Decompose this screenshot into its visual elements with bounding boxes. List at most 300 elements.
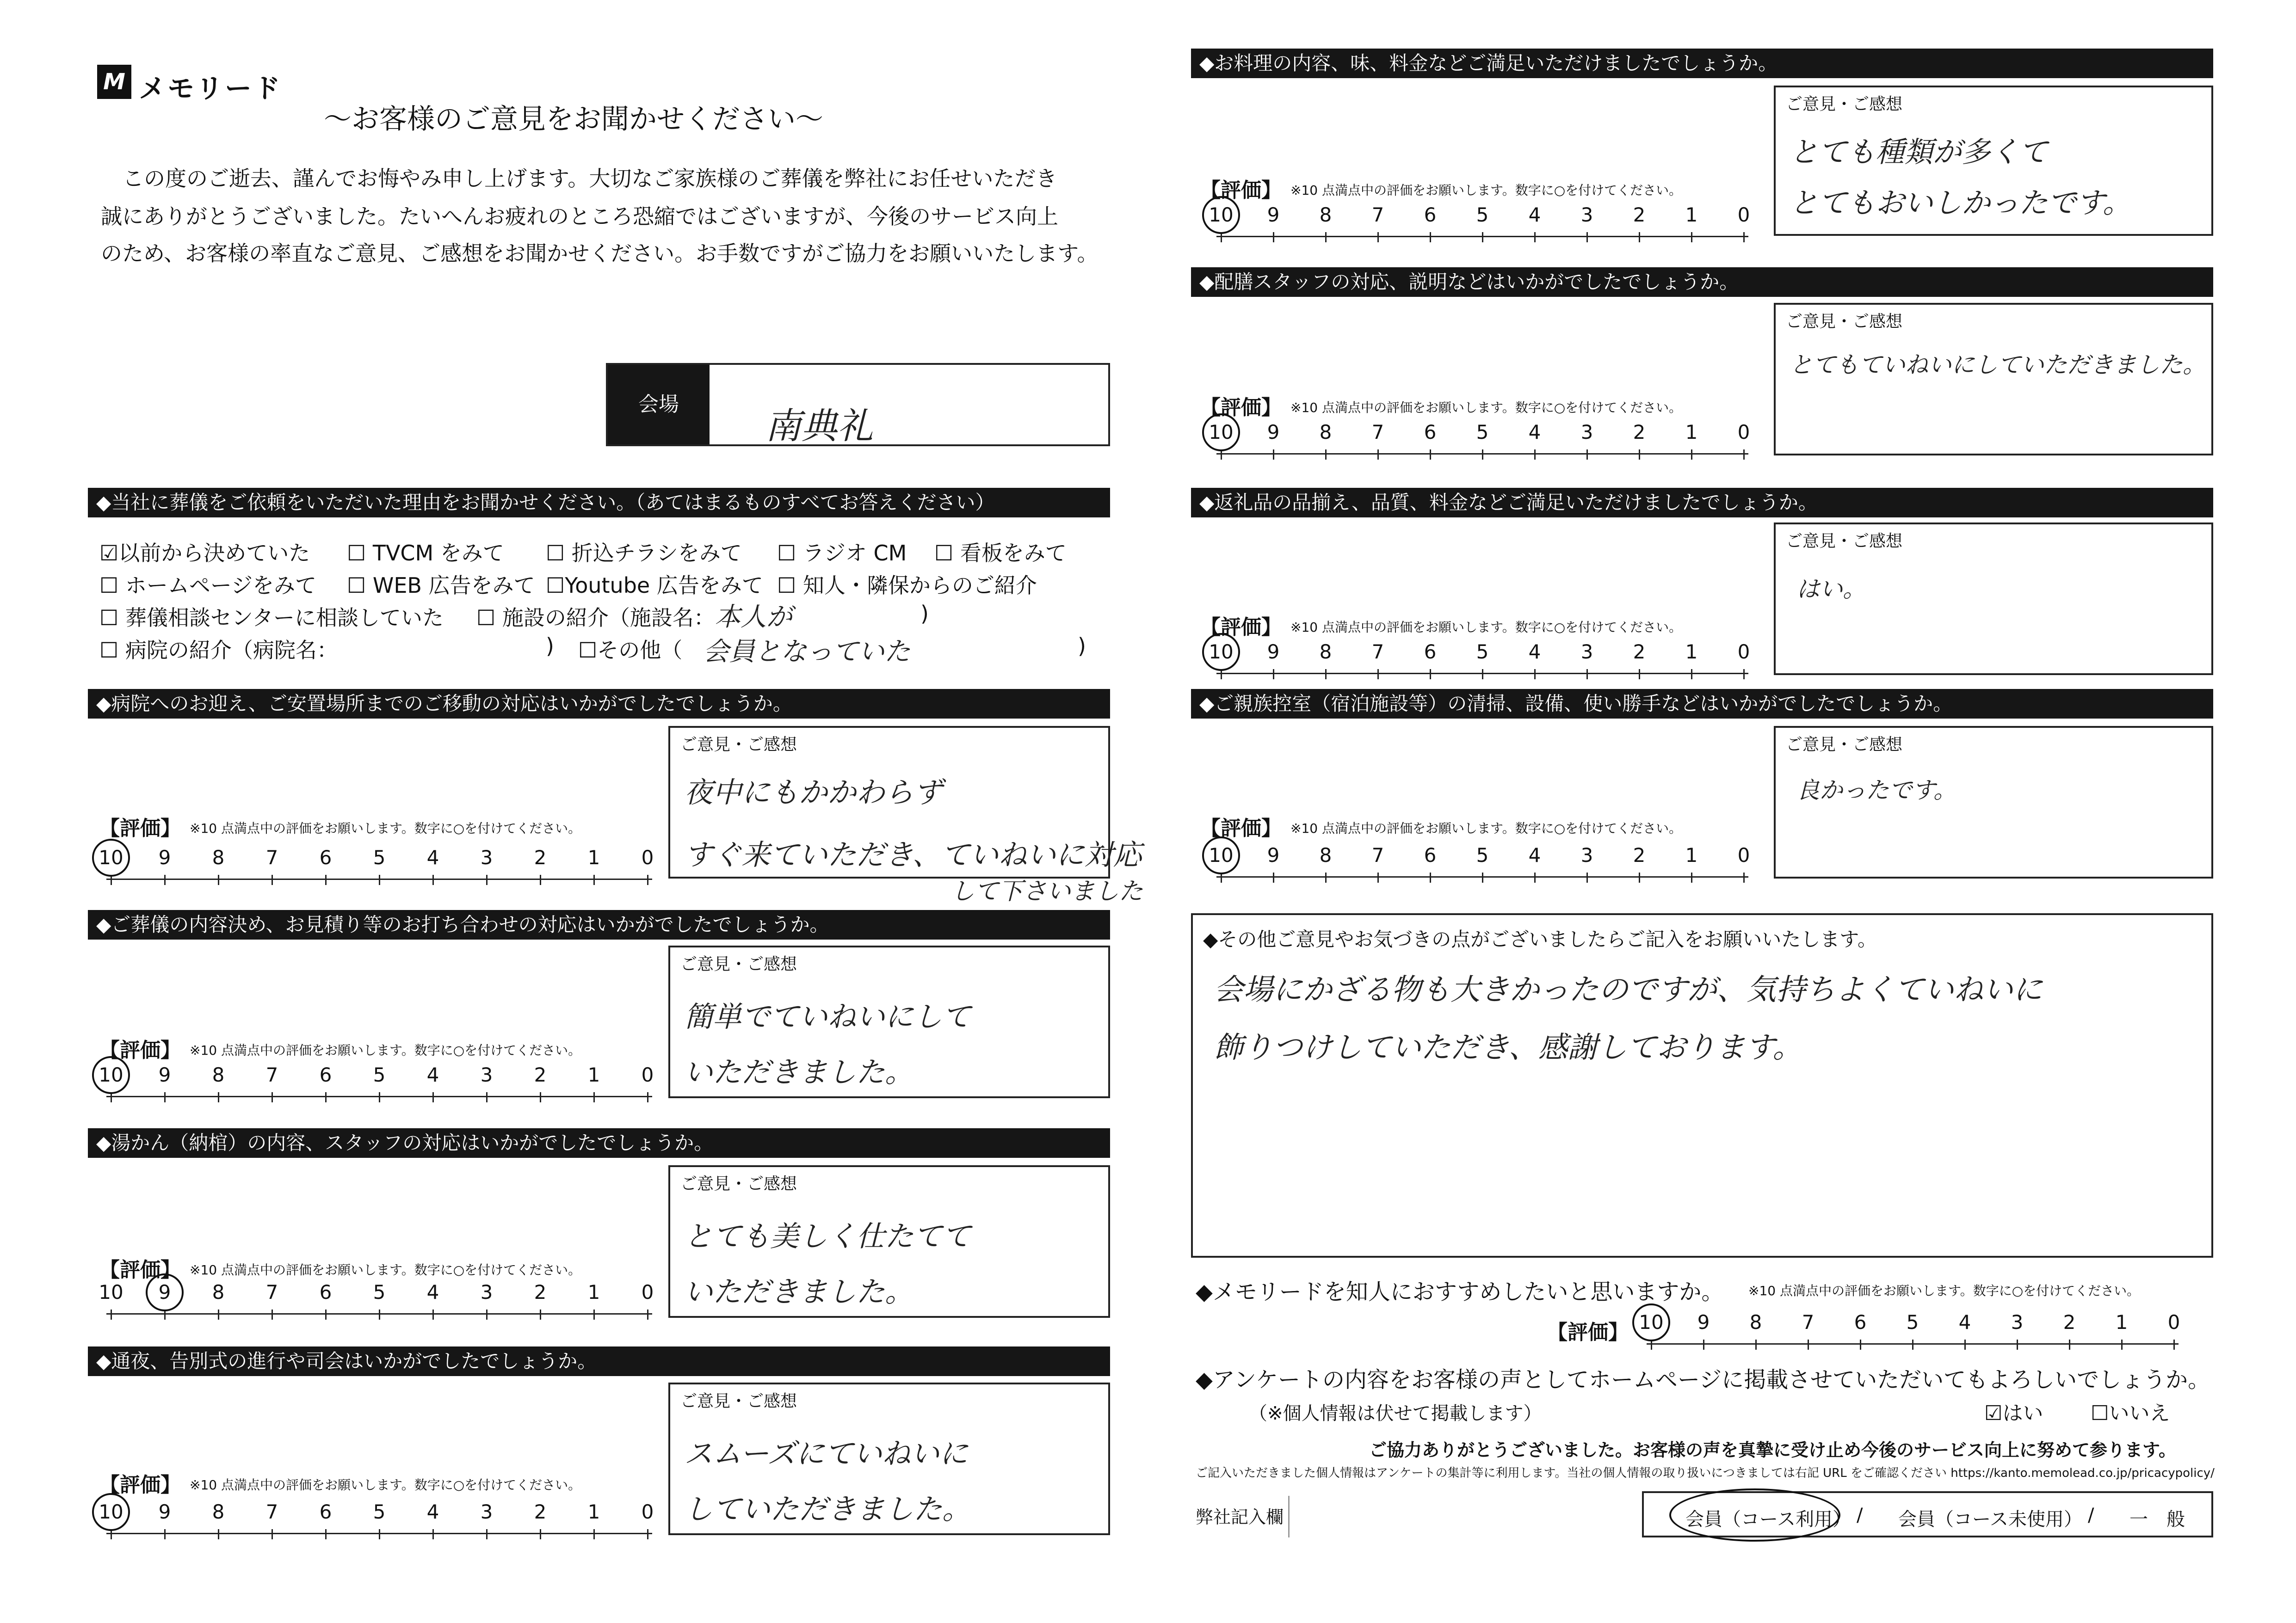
scale-tick — [1534, 669, 1536, 679]
comment-text: すぐ来ていただき、ていねいに対応 — [684, 838, 1142, 872]
reason-option[interactable]: ☐その他（ — [578, 638, 683, 663]
scale-tick — [1703, 1340, 1704, 1350]
rating-scale[interactable] — [99, 1064, 654, 1105]
office-option-member-unused[interactable]: 会員（コース未使用） — [1898, 1509, 2082, 1530]
scale-number-3[interactable]: 3 — [1580, 203, 1593, 226]
scale-tick — [325, 1092, 327, 1102]
reason-option[interactable]: ☐ 知人・隣保からのご紹介 — [777, 573, 1037, 598]
scale-number-6[interactable]: 6 — [319, 1064, 332, 1086]
comment-text: していただきました。 — [684, 1492, 971, 1526]
scale-tick — [1273, 669, 1274, 679]
comment-text: はい。 — [1796, 576, 1866, 602]
selected-rating-circle — [92, 1056, 130, 1094]
scale-tick — [1430, 232, 1431, 242]
scale-number-10[interactable]: 10 — [1639, 1311, 1664, 1334]
office-option-member-course[interactable]: 会員（コース利用） — [1685, 1509, 1851, 1530]
scale-tick — [1534, 873, 1536, 883]
rating-label: 【評価】 — [99, 1473, 181, 1497]
scale-number-6[interactable]: 6 — [1424, 203, 1437, 226]
comment-title: ご意見・ご感想 — [1786, 95, 1903, 114]
scale-number-8[interactable]: 8 — [212, 1500, 225, 1523]
scale-tick — [272, 1309, 273, 1320]
scale-tick — [218, 1309, 219, 1320]
scale-tick — [1586, 873, 1588, 883]
comment-title: ご意見・ご感想 — [1786, 735, 1903, 754]
scale-number-9[interactable]: 9 — [1267, 640, 1280, 663]
rating-label: 【評価】 — [1200, 178, 1282, 202]
scale-number-4[interactable]: 4 — [1528, 421, 1541, 443]
scale-tick — [2121, 1340, 2123, 1350]
question-header: ◆ご葬儀の内容決め、お見積り等のお打ち合わせの対応はいかがでしたでしょうか。 — [88, 910, 1110, 940]
rating-scale[interactable] — [1209, 203, 1750, 245]
scale-tick — [1964, 1340, 1966, 1350]
scale-tick — [2069, 1340, 2070, 1350]
other-handwritten[interactable]: 会員となっていた — [703, 637, 910, 667]
question-header: ◆病院へのお迎え、ご安置場所までのご移動の対応はいかがでしたでしょうか。 — [88, 689, 1110, 719]
scale-tick — [1691, 232, 1692, 242]
scale-number-5[interactable]: 5 — [1476, 421, 1489, 443]
comment-text: いただきました。 — [684, 1055, 914, 1089]
scale-number-8[interactable]: 8 — [1749, 1311, 1762, 1334]
scale-tick — [379, 1529, 380, 1539]
selected-rating-circle — [92, 1493, 130, 1531]
scale-number-3[interactable]: 3 — [2011, 1311, 2024, 1334]
scale-tick — [540, 1529, 541, 1539]
scale-tick — [1586, 232, 1588, 242]
rating-scale[interactable] — [99, 846, 654, 888]
scale-tick — [1325, 873, 1327, 883]
reasons-header: ◆当社に葬儀をご依頼をいただいた理由をお聞かせください。（あてはまるものすべてお答えください） — [88, 488, 1110, 517]
comment-box[interactable] — [668, 1383, 1110, 1535]
other-comments-box[interactable] — [1191, 913, 2213, 1258]
scale-number-5[interactable]: 5 — [373, 846, 386, 869]
scale-number-6[interactable]: 6 — [1424, 844, 1437, 867]
scale-tick — [540, 1309, 541, 1320]
scale-number-2[interactable]: 2 — [534, 1281, 547, 1303]
reason-option[interactable]: ☐ 葬儀相談センターに相談していた — [99, 605, 444, 630]
scale-number-7[interactable]: 7 — [1802, 1311, 1815, 1334]
rating-note: ※10 点満点中の評価をお願いします。数字に○を付けてください。 — [190, 1477, 581, 1493]
scale-tick — [1377, 873, 1379, 883]
scale-number-1[interactable]: 1 — [1685, 421, 1698, 443]
scale-tick — [325, 1309, 327, 1320]
scale-number-7[interactable]: 7 — [1371, 203, 1384, 226]
scale-tick — [379, 1309, 380, 1320]
scale-number-7[interactable]: 7 — [265, 1064, 278, 1086]
rating-label: 【評価】 — [1200, 396, 1282, 419]
intro-line: のため、お客様の率直なご意見、ご感想をお聞かせください。お手数ですがご協力をお願いいたします。 — [101, 241, 1099, 266]
scale-number-0[interactable]: 0 — [641, 1500, 654, 1523]
scale-number-1[interactable]: 1 — [587, 1064, 600, 1086]
scale-tick — [2017, 1340, 2018, 1350]
scale-number-6[interactable]: 6 — [1424, 421, 1437, 443]
scale-number-4[interactable]: 4 — [426, 846, 439, 869]
scale-tick — [1586, 669, 1588, 679]
scale-tick — [218, 1529, 219, 1539]
scale-tick — [1482, 449, 1483, 460]
scale-tick — [2173, 1340, 2175, 1350]
selected-rating-circle — [1202, 413, 1240, 451]
scale-tick — [1755, 1340, 1757, 1350]
comment-box[interactable] — [1774, 726, 2213, 879]
scale-number-8[interactable]: 8 — [212, 1064, 225, 1086]
scale-number-4[interactable]: 4 — [426, 1281, 439, 1303]
scale-number-3[interactable]: 3 — [1580, 640, 1593, 663]
selected-circle — [1669, 1488, 1840, 1542]
scale-number-7[interactable]: 7 — [1371, 844, 1384, 867]
question-header: ◆ご親族控室（宿泊施設等）の清掃、設備、使い勝手などはいかがでしたでしょうか。 — [1191, 689, 2213, 719]
scale-tick — [432, 1529, 434, 1539]
selected-rating-circle — [1202, 633, 1240, 671]
scale-tick — [1482, 669, 1483, 679]
scale-number-6[interactable]: 6 — [319, 1281, 332, 1303]
scale-tick — [1743, 232, 1745, 242]
scale-number-2[interactable]: 2 — [534, 1500, 547, 1523]
scale-number-9[interactable]: 9 — [1267, 203, 1280, 226]
rating-label: 【評価】 — [99, 1258, 181, 1282]
scale-tick — [1325, 669, 1327, 679]
scale-number-10[interactable]: 10 — [1209, 203, 1234, 226]
reason-paren: ) — [546, 633, 554, 658]
rating-note: ※10 点満点中の評価をお願いします。数字に○を付けてください。 — [190, 821, 581, 836]
comment-box[interactable] — [668, 726, 1142, 879]
scale-tick — [593, 1529, 595, 1539]
publish-yes[interactable]: ☑はい — [1984, 1402, 2043, 1425]
scale-tick — [1273, 232, 1274, 242]
comment-title: ご意見・ご感想 — [680, 955, 797, 974]
logo-text: メモリード — [139, 73, 283, 104]
scale-number-8[interactable]: 8 — [212, 846, 225, 869]
scale-number-4[interactable]: 4 — [426, 1064, 439, 1086]
scale-number-7[interactable]: 7 — [1371, 640, 1384, 663]
venue-box — [606, 363, 1110, 446]
scale-number-0[interactable]: 0 — [1737, 844, 1750, 867]
rating-scale[interactable] — [1209, 640, 1750, 682]
scale-tick — [272, 1529, 273, 1539]
reason-paren: ) — [920, 601, 929, 626]
scale-tick — [1639, 232, 1640, 242]
scale-number-6[interactable]: 6 — [319, 1500, 332, 1523]
scale-tick — [486, 1529, 488, 1539]
scale-tick — [593, 1309, 595, 1320]
rating-label: 【評価】 — [1200, 615, 1282, 639]
scale-number-0[interactable]: 0 — [1737, 421, 1750, 443]
selected-rating-circle — [1202, 196, 1240, 234]
comment-title: ご意見・ご感想 — [680, 1174, 797, 1193]
rating-label: 【評価】 — [99, 817, 181, 840]
rating-scale[interactable] — [99, 1500, 654, 1542]
venue-value[interactable]: 南典礼 — [765, 406, 874, 447]
other-comments-line: 飾りつけしていただき、感謝しております。 — [1214, 1031, 1802, 1065]
scale-tick — [164, 1092, 166, 1102]
intro-line: 誠にありがとうございました。たいへんお疲れのところ恐縮ではございますが、今後のサービス向上 — [101, 204, 1058, 229]
scale-tick — [218, 1092, 219, 1102]
scale-tick — [486, 875, 488, 885]
scale-tick — [486, 1092, 488, 1102]
scale-number-2[interactable]: 2 — [534, 846, 547, 869]
scale-tick — [272, 1092, 273, 1102]
scale-number-3[interactable]: 3 — [480, 846, 493, 869]
comment-text: 夜中にもかかわらず — [684, 775, 943, 809]
scale-number-8[interactable]: 8 — [1319, 203, 1332, 226]
reason-option[interactable]: ☑以前から決めていた — [99, 541, 310, 566]
scale-tick — [325, 875, 327, 885]
scale-number-5[interactable]: 5 — [1476, 203, 1489, 226]
reason-option[interactable]: ☐ 折込チラシをみて — [546, 541, 742, 566]
scale-tick — [164, 1529, 166, 1539]
comment-box[interactable] — [668, 1165, 1110, 1318]
scale-number-0[interactable]: 0 — [641, 1281, 654, 1303]
scale-number-9[interactable]: 9 — [1697, 1311, 1710, 1334]
office-sep: / — [2088, 1505, 2094, 1526]
scale-number-4[interactable]: 4 — [1528, 844, 1541, 867]
scale-tick — [1377, 232, 1379, 242]
scale-tick — [1743, 873, 1745, 883]
scale-tick — [164, 875, 166, 885]
rating-scale[interactable] — [1209, 844, 1750, 885]
scale-tick — [1377, 669, 1379, 679]
scale-number-1[interactable]: 1 — [587, 846, 600, 869]
scale-tick — [1273, 873, 1274, 883]
intro-line: この度のご逝去、謹んでお悔やみ申し上げます。大切なご家族様のご葬儀を弊社にお任せいただき — [123, 166, 1057, 191]
scale-tick — [540, 1092, 541, 1102]
scale-tick — [540, 875, 541, 885]
rating-scale[interactable] — [1209, 421, 1750, 462]
scale-tick — [1860, 1340, 1861, 1350]
scale-number-2[interactable]: 2 — [1633, 844, 1646, 867]
rating-scale[interactable] — [1639, 1311, 2180, 1352]
scale-tick — [218, 875, 219, 885]
scale-number-3[interactable]: 3 — [480, 1064, 493, 1086]
scale-tick — [1430, 669, 1431, 679]
scale-number-4[interactable]: 4 — [1528, 640, 1541, 663]
scale-tick — [486, 1309, 488, 1320]
scale-number-3[interactable]: 3 — [480, 1500, 493, 1523]
reason-option[interactable]: ☐ WEB 広告をみて — [347, 573, 535, 598]
scale-number-2[interactable]: 2 — [1633, 640, 1646, 663]
scale-tick — [432, 875, 434, 885]
scale-number-5[interactable]: 5 — [1906, 1311, 1919, 1334]
comment-text: 簡単でていねいにして — [684, 1000, 971, 1033]
scale-number-10[interactable]: 10 — [1209, 640, 1234, 663]
scale-tick — [1691, 669, 1692, 679]
scale-number-9[interactable]: 9 — [1267, 844, 1280, 867]
scale-number-2[interactable]: 2 — [534, 1064, 547, 1086]
scale-tick — [1534, 449, 1536, 460]
rating-label: 【評価】 — [1200, 817, 1282, 840]
scale-tick — [647, 1092, 648, 1102]
comment-text: いただきました。 — [684, 1275, 914, 1309]
scale-tick — [111, 1309, 112, 1320]
scale-number-1[interactable]: 1 — [587, 1281, 600, 1303]
scale-number-9[interactable]: 9 — [158, 1281, 171, 1303]
scale-number-1[interactable]: 1 — [1685, 203, 1698, 226]
scale-number-9[interactable]: 9 — [1267, 421, 1280, 443]
scale-number-8[interactable]: 8 — [1319, 844, 1332, 867]
page-title: ～お客様のご意見をお聞かせください～ — [324, 103, 823, 135]
scale-number-7[interactable]: 7 — [265, 846, 278, 869]
scale-tick — [1743, 449, 1745, 460]
rating-note: ※10 点満点中の評価をお願いします。数字に○を付けてください。 — [1290, 400, 1682, 415]
scale-number-6[interactable]: 6 — [1854, 1311, 1867, 1334]
scale-number-5[interactable]: 5 — [373, 1500, 386, 1523]
reason-option[interactable]: ☐ 施設の紹介（施設名： — [476, 605, 715, 630]
comment-title: ご意見・ご感想 — [680, 1392, 797, 1411]
scale-number-1[interactable]: 1 — [587, 1500, 600, 1523]
rating-note: ※10 点満点中の評価をお願いします。数字に○を付けてください。 — [190, 1043, 581, 1058]
comment-box[interactable] — [1774, 523, 2213, 675]
reason-option[interactable]: ☐ ラジオ CM — [777, 541, 907, 566]
rating-note: ※10 点満点中の評価をお願いします。数字に○を付けてください。 — [1290, 183, 1682, 198]
scale-number-0[interactable]: 0 — [2167, 1311, 2180, 1334]
scale-number-8[interactable]: 8 — [1319, 640, 1332, 663]
reason-option[interactable]: ☐ TVCM をみて — [347, 541, 504, 566]
comment-box[interactable] — [668, 946, 1110, 1098]
rating-note: ※10 点満点中の評価をお願いします。数字に○を付けてください。 — [1290, 821, 1682, 836]
other-comments-header: ◆その他ご意見やお気づきの点がございましたらご記入をお願いいたします。 — [1203, 928, 1877, 951]
scale-number-6[interactable]: 6 — [1424, 640, 1437, 663]
selected-rating-circle — [1202, 836, 1240, 874]
scale-number-7[interactable]: 7 — [265, 1500, 278, 1523]
comment-text: とてもおいしかったです。 — [1790, 186, 2132, 220]
scale-tick — [647, 875, 648, 885]
scale-tick — [1534, 232, 1536, 242]
scale-number-9[interactable]: 9 — [158, 1064, 171, 1086]
scale-number-3[interactable]: 3 — [1580, 844, 1593, 867]
scale-number-5[interactable]: 5 — [373, 1064, 386, 1086]
scale-tick — [1430, 873, 1431, 883]
publish-no[interactable]: ☐いいえ — [2091, 1402, 2170, 1425]
scale-number-0[interactable]: 0 — [1737, 640, 1750, 663]
scale-number-4[interactable]: 4 — [426, 1500, 439, 1523]
scale-tick — [1912, 1340, 1913, 1350]
other-comments-line: 会場にかざる物も大きかったのですが、気持ちよくていねいに — [1214, 973, 2043, 1007]
rating-scale[interactable] — [99, 1281, 654, 1322]
question-header: ◆返礼品の品揃え、品質、料金などご満足いただけましたでしょうか。 — [1191, 488, 2213, 517]
thanks-text: ご協力ありがとうございました。お客様の声を真摯に受け止め今後のサービス向上に努めて参ります。 — [1369, 1440, 2176, 1460]
comment-text: とても美しく仕たてて — [684, 1219, 971, 1253]
scale-number-10[interactable]: 10 — [99, 1281, 123, 1303]
scale-tick — [1639, 873, 1640, 883]
comment-text: とてもていねいにしていただきました。 — [1790, 351, 2206, 378]
office-sep: / — [1857, 1505, 1863, 1526]
reason-option[interactable]: ☐ 看板をみて — [934, 541, 1067, 566]
scale-tick — [1808, 1340, 1809, 1350]
rating-label: 【評価】 — [99, 1039, 181, 1062]
scale-tick — [1482, 232, 1483, 242]
scale-number-10[interactable]: 10 — [1209, 421, 1234, 443]
comment-title: ご意見・ご感想 — [1786, 312, 1903, 331]
scale-number-5[interactable]: 5 — [373, 1281, 386, 1303]
scale-number-4[interactable]: 4 — [1528, 203, 1541, 226]
venue-label: 会場 — [608, 365, 710, 444]
comment-text: スムーズにていねいに — [684, 1437, 968, 1470]
question-header: ◆通夜、告別式の進行や司会はいかがでしたでしょうか。 — [88, 1346, 1110, 1376]
comment-title: ご意見・ご感想 — [680, 735, 797, 754]
scale-number-10[interactable]: 10 — [1209, 844, 1234, 867]
scale-number-2[interactable]: 2 — [2063, 1311, 2076, 1334]
scale-number-8[interactable]: 8 — [212, 1281, 225, 1303]
scale-tick — [432, 1309, 434, 1320]
scale-number-0[interactable]: 0 — [641, 846, 654, 869]
scale-tick — [1586, 449, 1588, 460]
privacy-text: ご記入いただきました個人情報はアンケートの集計等に利用します。当社の個人情報の取り扱いにつきましては右記 URL をご確認ください https://kanto.memolead.co.jp/pricacypolicy/ — [1196, 1466, 2215, 1480]
office-use-label: 弊社記入欄 — [1196, 1507, 1284, 1527]
rating-note: ※10 点満点中の評価をお願いします。数字に○を付けてください。 — [190, 1262, 581, 1278]
scale-tick — [593, 875, 595, 885]
scale-tick — [1273, 449, 1274, 460]
question-header: ◆お料理の内容、味、料金などご満足いただけましたでしょうか。 — [1191, 49, 2213, 78]
scale-number-0[interactable]: 0 — [641, 1064, 654, 1086]
scale-number-4[interactable]: 4 — [1958, 1311, 1971, 1334]
comment-title: ご意見・ご感想 — [1786, 532, 1903, 551]
rating-note: ※10 点満点中の評価をお願いします。数字に○を付けてください。 — [1290, 620, 1682, 635]
selected-rating-circle — [1632, 1303, 1670, 1341]
comment-box[interactable] — [1774, 303, 2213, 455]
scale-tick — [1325, 232, 1327, 242]
scale-number-1[interactable]: 1 — [1685, 844, 1698, 867]
scale-number-1[interactable]: 1 — [2115, 1311, 2128, 1334]
publish-question: ◆アンケートの内容をお客様の声としてホームページに掲載させていただいてもよろしいでしょうか。 — [1196, 1367, 2210, 1393]
scale-number-1[interactable]: 1 — [1685, 640, 1698, 663]
scale-number-2[interactable]: 2 — [1633, 421, 1646, 443]
scale-number-5[interactable]: 5 — [1476, 844, 1489, 867]
scale-number-6[interactable]: 6 — [319, 846, 332, 869]
scale-number-5[interactable]: 5 — [1476, 640, 1489, 663]
reason-option[interactable]: ☐ 病院の紹介（病院名： — [99, 638, 338, 663]
scale-number-9[interactable]: 9 — [158, 846, 171, 869]
reason-option[interactable]: ☐Youtube 広告をみて — [546, 573, 763, 598]
comment-text: 良かったです。 — [1796, 777, 1957, 804]
scale-tick — [593, 1092, 595, 1102]
scale-number-0[interactable]: 0 — [1737, 203, 1750, 226]
scale-tick — [1482, 873, 1483, 883]
question-header: ◆配膳スタッフの対応、説明などはいかがでしたでしょうか。 — [1191, 267, 2213, 297]
scale-tick — [379, 875, 380, 885]
office-option-general[interactable]: 一 般 — [2129, 1509, 2185, 1530]
scale-number-7[interactable]: 7 — [1371, 421, 1384, 443]
scale-number-10[interactable]: 10 — [99, 846, 123, 869]
office-use-box — [1642, 1491, 2213, 1537]
scale-tick — [1639, 449, 1640, 460]
reason-option[interactable]: ☐ ホームページをみて — [99, 573, 316, 598]
scale-number-10[interactable]: 10 — [99, 1064, 123, 1086]
scale-tick — [647, 1529, 648, 1539]
reason-paren: ) — [1078, 633, 1086, 658]
scale-number-9[interactable]: 9 — [158, 1500, 171, 1523]
scale-tick — [432, 1092, 434, 1102]
scale-number-2[interactable]: 2 — [1633, 203, 1646, 226]
scale-tick — [1743, 669, 1745, 679]
scale-number-3[interactable]: 3 — [480, 1281, 493, 1303]
scale-number-8[interactable]: 8 — [1319, 421, 1332, 443]
recommend-question: ◆メモリードを知人におすすめしたいと思いますか。 — [1196, 1279, 1724, 1305]
scale-tick — [647, 1309, 648, 1320]
scale-tick — [1325, 449, 1327, 460]
comment-text: とても種類が多くて — [1790, 135, 2048, 169]
question-header: ◆湯かん（納棺）の内容、スタッフの対応はいかがでしたでしょうか。 — [88, 1128, 1110, 1158]
selected-rating-circle — [92, 839, 130, 877]
scale-number-10[interactable]: 10 — [99, 1500, 123, 1523]
facility-handwritten[interactable]: 本人が — [715, 602, 792, 632]
logo-mark: M — [97, 65, 131, 99]
comment-box[interactable] — [1774, 86, 2213, 236]
comment-text-overflow: して下さいました — [950, 878, 1143, 905]
selected-rating-circle — [146, 1273, 184, 1311]
scale-number-3[interactable]: 3 — [1580, 421, 1593, 443]
scale-tick — [1430, 449, 1431, 460]
scale-number-7[interactable]: 7 — [265, 1281, 278, 1303]
